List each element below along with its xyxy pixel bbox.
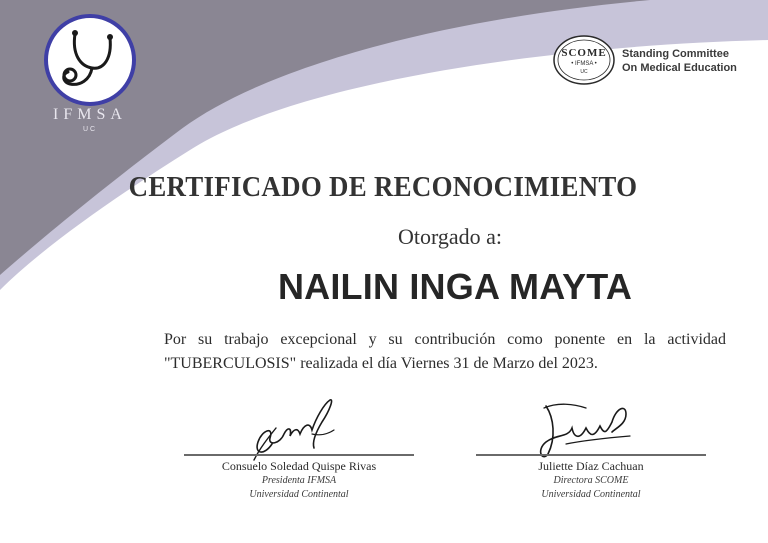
- signature-scribble-icon: [184, 398, 414, 462]
- signature-line: [476, 454, 706, 456]
- certificate-body: Por su trabajo excepcional y su contribución como ponente en la actividad "TUBERCULOSIS" realizada el día Viernes 31 de Marzo del 2023.: [164, 331, 726, 372]
- signature-scribble-icon: [476, 398, 706, 462]
- signer-organization: Universidad Continental: [249, 489, 349, 500]
- ifmsa-logo-text: IFMSA: [53, 106, 127, 123]
- scome-logo: [552, 34, 752, 90]
- scome-seal: [552, 34, 616, 86]
- scome-seal-title: SCOME: [561, 47, 607, 59]
- signature-block-director: [476, 398, 706, 508]
- signer-name: Consuelo Soledad Quispe Rivas: [221, 459, 377, 473]
- signature-line: [184, 454, 414, 456]
- certificate-title: CERTIFICADO DE RECONOCIMIENTO: [128, 172, 638, 203]
- seal-ring-icon: [552, 34, 616, 86]
- scome-line-2: On Medical Education: [622, 62, 737, 74]
- stethoscope-icon: [40, 14, 140, 106]
- signature-block-president: [184, 398, 414, 508]
- scome-line-1: Standing Committee: [622, 48, 729, 60]
- recipient-name: NAILIN INGA MAYTA: [277, 266, 633, 307]
- awarded-to-label: Otorgado a:: [397, 224, 503, 249]
- signer-role: Presidenta IFMSA: [261, 475, 337, 486]
- signer-role: Directora SCOME: [553, 475, 629, 486]
- scome-seal-middle: • IFMSA •: [571, 61, 597, 67]
- ifmsa-logo: [40, 14, 140, 138]
- signer-name: Juliette Díaz Cachuan: [538, 459, 644, 473]
- signer-organization: Universidad Continental: [541, 489, 641, 500]
- ifmsa-logo-subtext: UC: [82, 126, 98, 133]
- scome-full-name: [622, 47, 737, 75]
- scome-seal-bottom: UC: [580, 69, 588, 75]
